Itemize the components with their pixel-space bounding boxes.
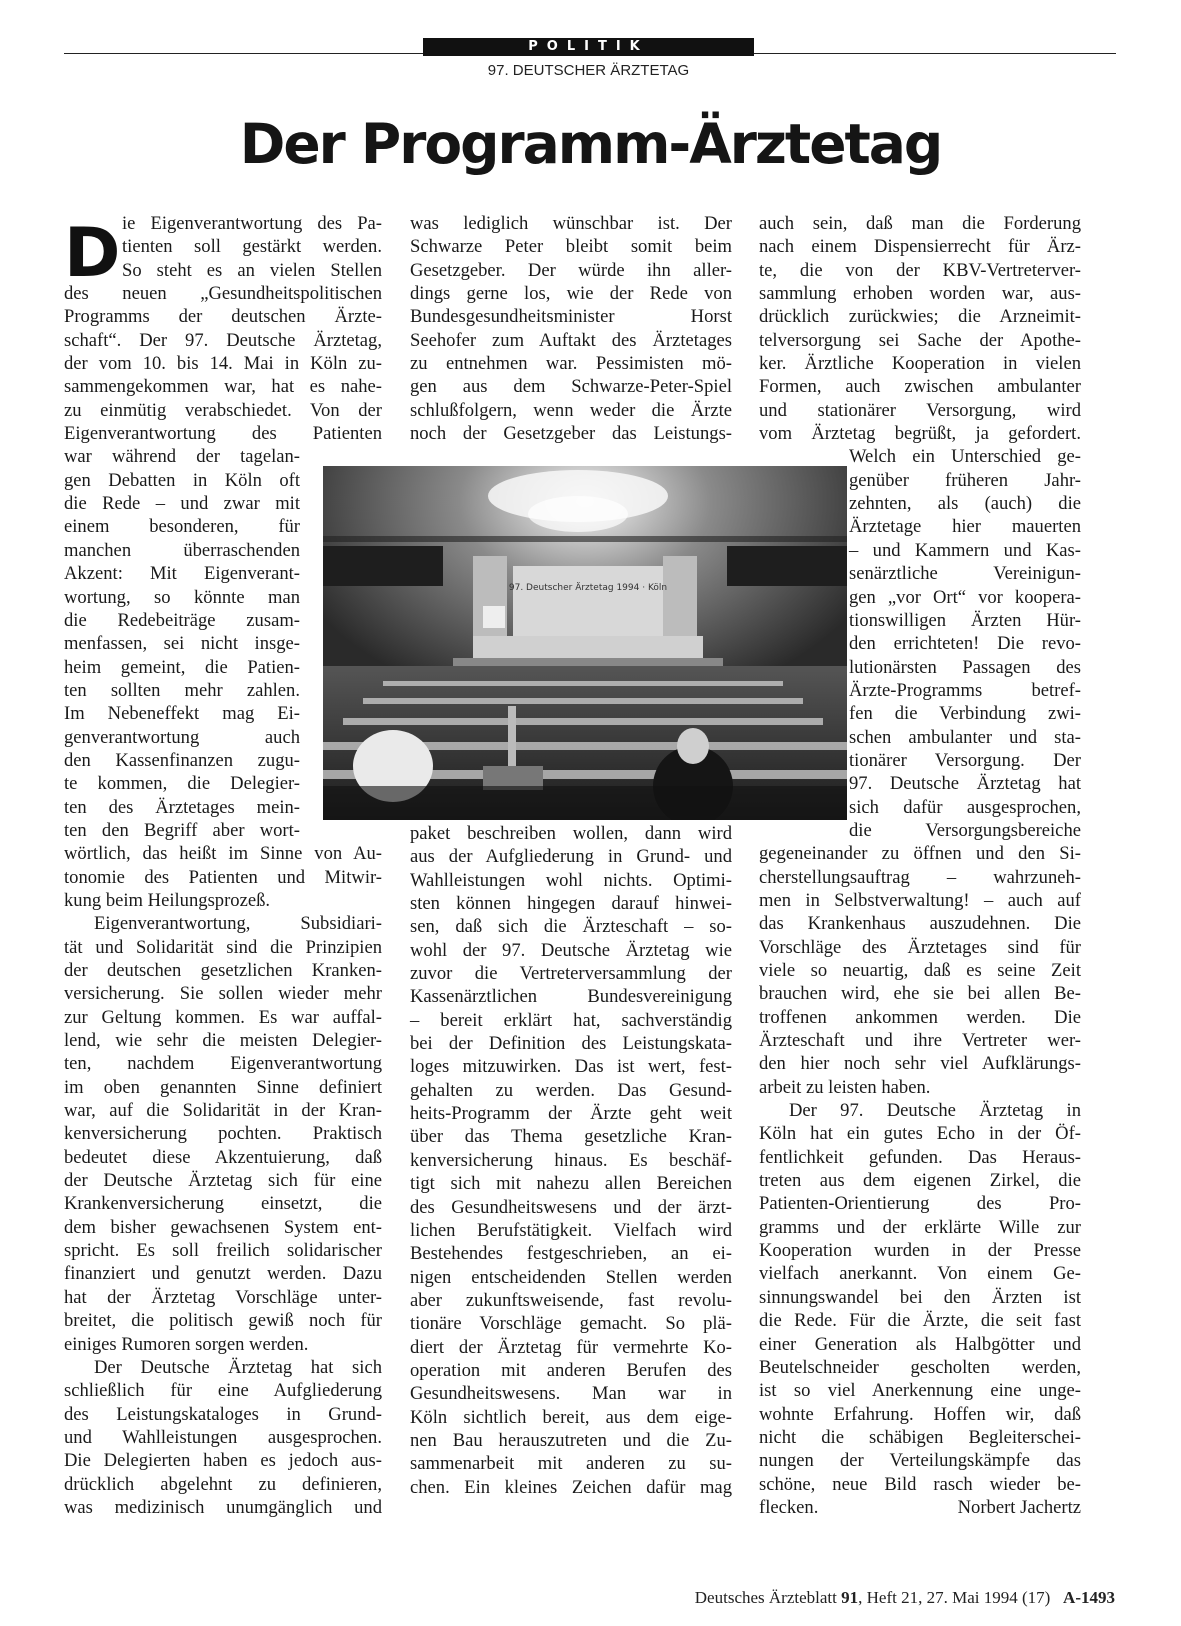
text-line: sten können hingegen darauf hinwei- — [410, 893, 732, 915]
text-line: flecken. — [759, 1496, 819, 1518]
text-line: den hier noch sehr viel Aufklärungs- — [759, 1053, 1081, 1075]
text-line: manchen überraschenden — [64, 539, 300, 561]
text-line: dings gerne los, wie der Rede von — [410, 283, 732, 305]
text-line: zehnten, als (auch) die — [849, 493, 1081, 515]
page-footer — [695, 1588, 1115, 1608]
text-line: heim gemeint, die Patien- — [64, 656, 300, 678]
stage-banner-text: 97. Deutscher Ärztetag 1994 · Köln — [508, 583, 668, 593]
text-line: menfassen, sei nicht insge- — [64, 633, 300, 655]
text-line: ten des Ärztetages mein- — [64, 796, 300, 818]
text-line: tionärer Versorgung. Der — [849, 749, 1081, 771]
text-line: tät und Solidarität sind die Prinzipien — [64, 936, 382, 958]
text-line: Köln hat ein gutes Echo in der Öf- — [759, 1123, 1081, 1145]
text-line: nen Bau herauszutreten und die Zu- — [410, 1429, 732, 1451]
text-line: ten, nachdem Eigenverantwortung — [64, 1053, 382, 1075]
text-line: Im Nebeneffekt mag Ei- — [64, 703, 300, 725]
text-line: telversorgung sei Sache der Apothe- — [759, 329, 1081, 351]
text-line: schließlich für eine Aufgliederung — [64, 1380, 382, 1402]
text-line: gen Debatten in Köln oft — [64, 469, 300, 491]
text-line: gehalten zu werden. Das Gesund- — [410, 1079, 732, 1101]
column-3 — [759, 212, 1081, 1519]
text-line: vom Ärztetag begrüßt, ja gefordert. — [759, 423, 1081, 445]
text-line: So steht es an vielen Stellen — [122, 259, 382, 281]
text-line: kenversicherung hinaus. Es beschäf- — [410, 1149, 732, 1171]
text-line: Eigenverantwortung, Subsidiari- — [94, 913, 382, 935]
text-line: wohl der 97. Deutsche Ärztetag wie — [410, 939, 732, 961]
text-line: Bundesgesundheitsminister Horst — [410, 306, 732, 328]
text-line: kenversicherung pochten. Praktisch — [64, 1123, 382, 1145]
text-line: der vom 10. bis 14. Mai in Köln zu- — [64, 353, 382, 375]
text-line: nach einem Dispensierrecht für Ärz- — [759, 236, 1081, 258]
text-line: noch der Gesetzgeber das Leistungs- — [410, 423, 732, 445]
text-line: gen aus dem Schwarze-Peter-Spiel — [410, 376, 732, 398]
text-line: und stationärer Versorgung, wird — [759, 399, 1081, 421]
text-line: Ärztetage hier mauerten — [849, 516, 1081, 538]
text-line: sinnungswandel bei den Ärzten ist — [759, 1286, 1081, 1308]
text-line: Schwarze Peter bleibt somit beim — [410, 236, 732, 258]
text-line: bedeutet diese Akzentuierung, daß — [64, 1146, 382, 1168]
text-line: schen ambulanter und sta- — [849, 726, 1081, 748]
text-line: kung beim Heilungsprozeß. — [64, 889, 271, 911]
text-line: einer Generation als Halbgötter und — [759, 1333, 1081, 1355]
column-1 — [64, 212, 382, 1519]
text-line: Akzent: Mit Eigenverant- — [64, 563, 300, 585]
text-line: schaft“. Der 97. Deutsche Ärztetag, — [64, 329, 382, 351]
column-2-top — [410, 212, 732, 445]
text-line: wörtlich, das heißt im Sinne von Au- — [64, 843, 382, 865]
text-line: bei der Definition des Leistungskata- — [410, 1033, 732, 1055]
kicker: 97. DEUTSCHER ÄRZTETAG — [487, 62, 690, 79]
text-line: – bereit erklärt hat, sachverständig — [410, 1009, 732, 1031]
headline: Der Programm-Ärztetag — [239, 112, 942, 176]
section-label: POLITIK — [423, 38, 754, 56]
text-line: zu entnehmen war. Pessimisten mö- — [410, 353, 732, 375]
text-line: troffenen ankommen werden. Die — [759, 1006, 1081, 1028]
text-line: ten sollten mehr zahlen. — [64, 679, 300, 701]
text-line: treten aus dem eigenen Zirkel, die — [759, 1170, 1081, 1192]
text-line: aus der Aufgliederung in Grund- und — [410, 846, 732, 868]
congress-hall-illustration — [323, 466, 847, 820]
text-line: ie Eigenverantwortung des Pa- — [122, 213, 382, 234]
text-line: cherstellungsauftrag – wahrzuneh- — [759, 866, 1081, 888]
text-line: gegeneinander zu öffnen und den Si- — [759, 843, 1081, 865]
author-signature: Norbert Jachertz — [957, 1497, 1081, 1519]
text-line: gen „vor Ort“ vor koopera- — [849, 586, 1081, 608]
text-line: zur Geltung kommen. Es war auffal- — [64, 1006, 382, 1028]
text-line: Der 97. Deutsche Ärztetag in — [789, 1100, 1081, 1122]
text-line: Seehofer zum Auftakt des Ärztetages — [410, 329, 732, 351]
text-line: sammlung erhoben worden war, aus- — [759, 283, 1081, 305]
text-line: gramms und der erklärte Wille zur — [759, 1216, 1081, 1238]
text-line: paket beschreiben wollen, dann wird — [410, 823, 732, 844]
text-line: Gesundheitswesens. Man war in — [410, 1383, 732, 1405]
text-line: te kommen, die Delegier- — [64, 773, 300, 795]
text-line: sammengekommen war, hat es nahe- — [64, 376, 382, 398]
text-line: men in Selbstverwaltung! – auch auf — [759, 889, 1081, 911]
text-line: aber zukunftsweisende, fast revolu- — [410, 1289, 732, 1311]
text-line: Ärzteschaft und ihre Vertreter wer- — [759, 1030, 1081, 1052]
text-line: über das Thema gesetzliche Kran- — [410, 1126, 732, 1148]
text-line: viele so neuartig, daß es seine Zeit — [759, 960, 1081, 981]
footer-issue: , Heft 21, 27. Mai 1994 (17) — [858, 1588, 1051, 1607]
text-line: des Leistungskataloges in Grund- — [64, 1403, 382, 1425]
text-line: der Deutsche Ärztetag sich für eine — [64, 1170, 382, 1192]
text-line: genverantwortung auch — [64, 726, 300, 748]
text-line: Beutelschneider gescholten werden, — [759, 1356, 1081, 1378]
text-line: Formen, auch zwischen ambulanter — [759, 376, 1081, 398]
text-line: ist so viel Anerkennung eine unge- — [759, 1380, 1081, 1402]
text-line: auch sein, daß man die Forderung — [759, 213, 1081, 234]
text-line: einem besonderen, für — [64, 516, 300, 538]
text-line: tienten soll gestärkt werden. — [122, 236, 382, 258]
text-line: ten den Begriff aber wort- — [64, 819, 300, 841]
text-line: lutionärsten Passagen des — [849, 656, 1081, 678]
text-line: einiges Rumoren sorgen werden. — [64, 1333, 309, 1355]
text-line: te, die von der KBV-Vertreterver- — [759, 259, 1081, 281]
text-line: operation mit anderen Berufen des — [410, 1359, 732, 1381]
text-line: schlußfolgern, wenn weder die Ärzte — [410, 399, 732, 421]
text-line: Welch ein Unterschied ge- — [849, 446, 1081, 468]
text-line: finanziert und genutzt werden. Dazu — [64, 1263, 382, 1285]
text-line: 97. Deutsche Ärztetag hat — [849, 773, 1081, 795]
text-line: Ärzte-Programms betref- — [849, 679, 1081, 701]
text-line: – und Kammern und Kas- — [849, 539, 1081, 561]
text-line: Programms der deutschen Ärzte- — [64, 306, 382, 328]
column-2-bottom — [410, 822, 732, 1499]
text-line: Vorschläge des Ärztetages sind für — [759, 936, 1081, 958]
text-line: lend, wie sehr die meisten Delegier- — [64, 1030, 382, 1052]
text-line: die Rede – und zwar mit — [64, 493, 300, 515]
text-line: breitet, die politisch gewiß noch für — [64, 1310, 382, 1332]
text-line: tigt sich mit nahezu allen Bereichen — [410, 1173, 732, 1195]
text-line: des Gesundheitswesens und der ärzt- — [410, 1196, 732, 1218]
text-line: versicherung. Sie sollen wieder mehr — [64, 983, 382, 1005]
text-line: schöne, neue Bild rasch wieder be- — [759, 1473, 1081, 1495]
text-line: sammenarbeit mit anderen zu su- — [410, 1453, 732, 1475]
text-line: was medizinisch unumgänglich und — [64, 1496, 382, 1518]
text-line: vielfach anerkannt. Von einem Ge- — [759, 1263, 1081, 1285]
footer-page-number: A-1493 — [1063, 1588, 1115, 1607]
text-line: nungen der Verteilungskämpfe das — [759, 1450, 1081, 1472]
text-line: den Kassenfinanzen zugu- — [64, 749, 300, 771]
text-line: fentlichkeit gefunden. Das Heraus- — [759, 1146, 1081, 1168]
text-line: genüber früheren Jahr- — [849, 469, 1081, 491]
text-line: sen, daß sich die Ärzteschaft – so- — [410, 916, 732, 938]
text-line: drücklich zurückwies; die Arzneimit- — [759, 306, 1081, 328]
text-line: die Versorgungsbereiche — [849, 819, 1081, 841]
photo-congress-hall — [323, 466, 847, 820]
text-line: Bestehendes festgeschrieben, an ei- — [410, 1243, 732, 1265]
text-line: Kassenärztlichen Bundesvereinigung — [410, 986, 732, 1008]
text-line: spricht. Es soll freilich solidarischer — [64, 1240, 382, 1262]
text-line: ker. Ärztliche Kooperation in vielen — [759, 353, 1081, 375]
text-line: Kooperation wurden in der Presse — [759, 1240, 1081, 1262]
text-line: nigen entscheidenden Stellen werden — [410, 1266, 732, 1288]
text-line: loges mitzuwirken. Das ist wert, fest- — [410, 1056, 732, 1078]
text-line: Gesetzgeber. Der würde ihn aller- — [410, 259, 732, 281]
text-line: und Wahlleistungen ausgesprochen. — [64, 1426, 382, 1448]
text-line: im oben genannten Sinne definiert — [64, 1076, 382, 1098]
text-line: Köln sichtlich bereit, aus dem eige- — [410, 1406, 732, 1428]
text-line: dem bisher gewachsenen System ent- — [64, 1216, 382, 1238]
text-line: der deutschen gesetzlichen Kranken- — [64, 960, 382, 981]
drop-cap: D — [64, 214, 121, 293]
text-line: tionäre Vorschläge gemacht. So plä- — [410, 1313, 732, 1335]
text-line: chen. Ein kleines Zeichen dafür mag — [410, 1476, 732, 1498]
text-line: die Rede. Für die Ärzte, die seit fast — [759, 1310, 1081, 1332]
text-line: Die Delegierten haben es jedoch aus- — [64, 1450, 382, 1472]
text-line: tionswilligen Ärzten Hür- — [849, 609, 1081, 631]
text-line: wortung, so könnte man — [64, 586, 300, 608]
text-line: Der Deutsche Ärztetag hat sich — [94, 1356, 382, 1378]
text-line: senärztliche Vereinigun- — [849, 563, 1081, 585]
footer-volume: 91 — [841, 1588, 859, 1607]
text-line: den errichteten! Die revo- — [849, 633, 1081, 655]
text-line: fen die Verbindung zwi- — [849, 703, 1081, 725]
text-line: sich dafür ausgesprochen, — [849, 796, 1081, 818]
text-line: des neuen „Gesundheitspolitischen — [64, 283, 382, 305]
text-line: zuvor die Vertreterversammlung der — [410, 963, 732, 985]
text-line: Krankenversicherung einsetzt, die — [64, 1193, 382, 1215]
text-line: lichen Berufstätigkeit. Vielfach wird — [410, 1219, 732, 1241]
text-line: diert der Ärztetag für vermehrte Ko- — [410, 1336, 732, 1358]
text-line: hat der Ärztetag Vorschläge unter- — [64, 1286, 382, 1308]
text-line: wohnte Erfahrung. Hoffen wir, daß — [759, 1403, 1081, 1425]
text-line: nicht die schäbigen Begleiterschei- — [759, 1426, 1081, 1448]
text-line: Wahlleistungen wohl nichts. Optimi- — [410, 869, 732, 891]
text-line: drücklich abgelehnt zu definieren, — [64, 1473, 382, 1495]
text-line: das Krankenhaus auszudehnen. Die — [759, 913, 1081, 935]
text-line: die Redebeiträge zusam- — [64, 609, 300, 631]
text-line: arbeit zu leisten haben. — [759, 1076, 931, 1098]
text-line: war, auf die Solidarität in der Kran- — [64, 1100, 382, 1122]
footer-journal: Deutsches Ärzteblatt — [694, 1588, 837, 1607]
text-line: Patienten-Orientierung des Pro- — [759, 1193, 1081, 1215]
text-line: war während der tagelan- — [64, 446, 300, 468]
text-line: heits-Programm der Ärzte geht weit — [410, 1103, 732, 1125]
text-line: tonomie des Patienten und Mitwir- — [64, 866, 382, 888]
text-line: was lediglich wünschbar ist. Der — [410, 213, 732, 234]
text-line: Eigenverantwortung des Patienten — [64, 423, 382, 445]
text-line: zu einmütig verabschiedet. Von der — [64, 399, 382, 421]
text-line: brauchen wird, ehe sie bei allen Be- — [759, 983, 1081, 1005]
